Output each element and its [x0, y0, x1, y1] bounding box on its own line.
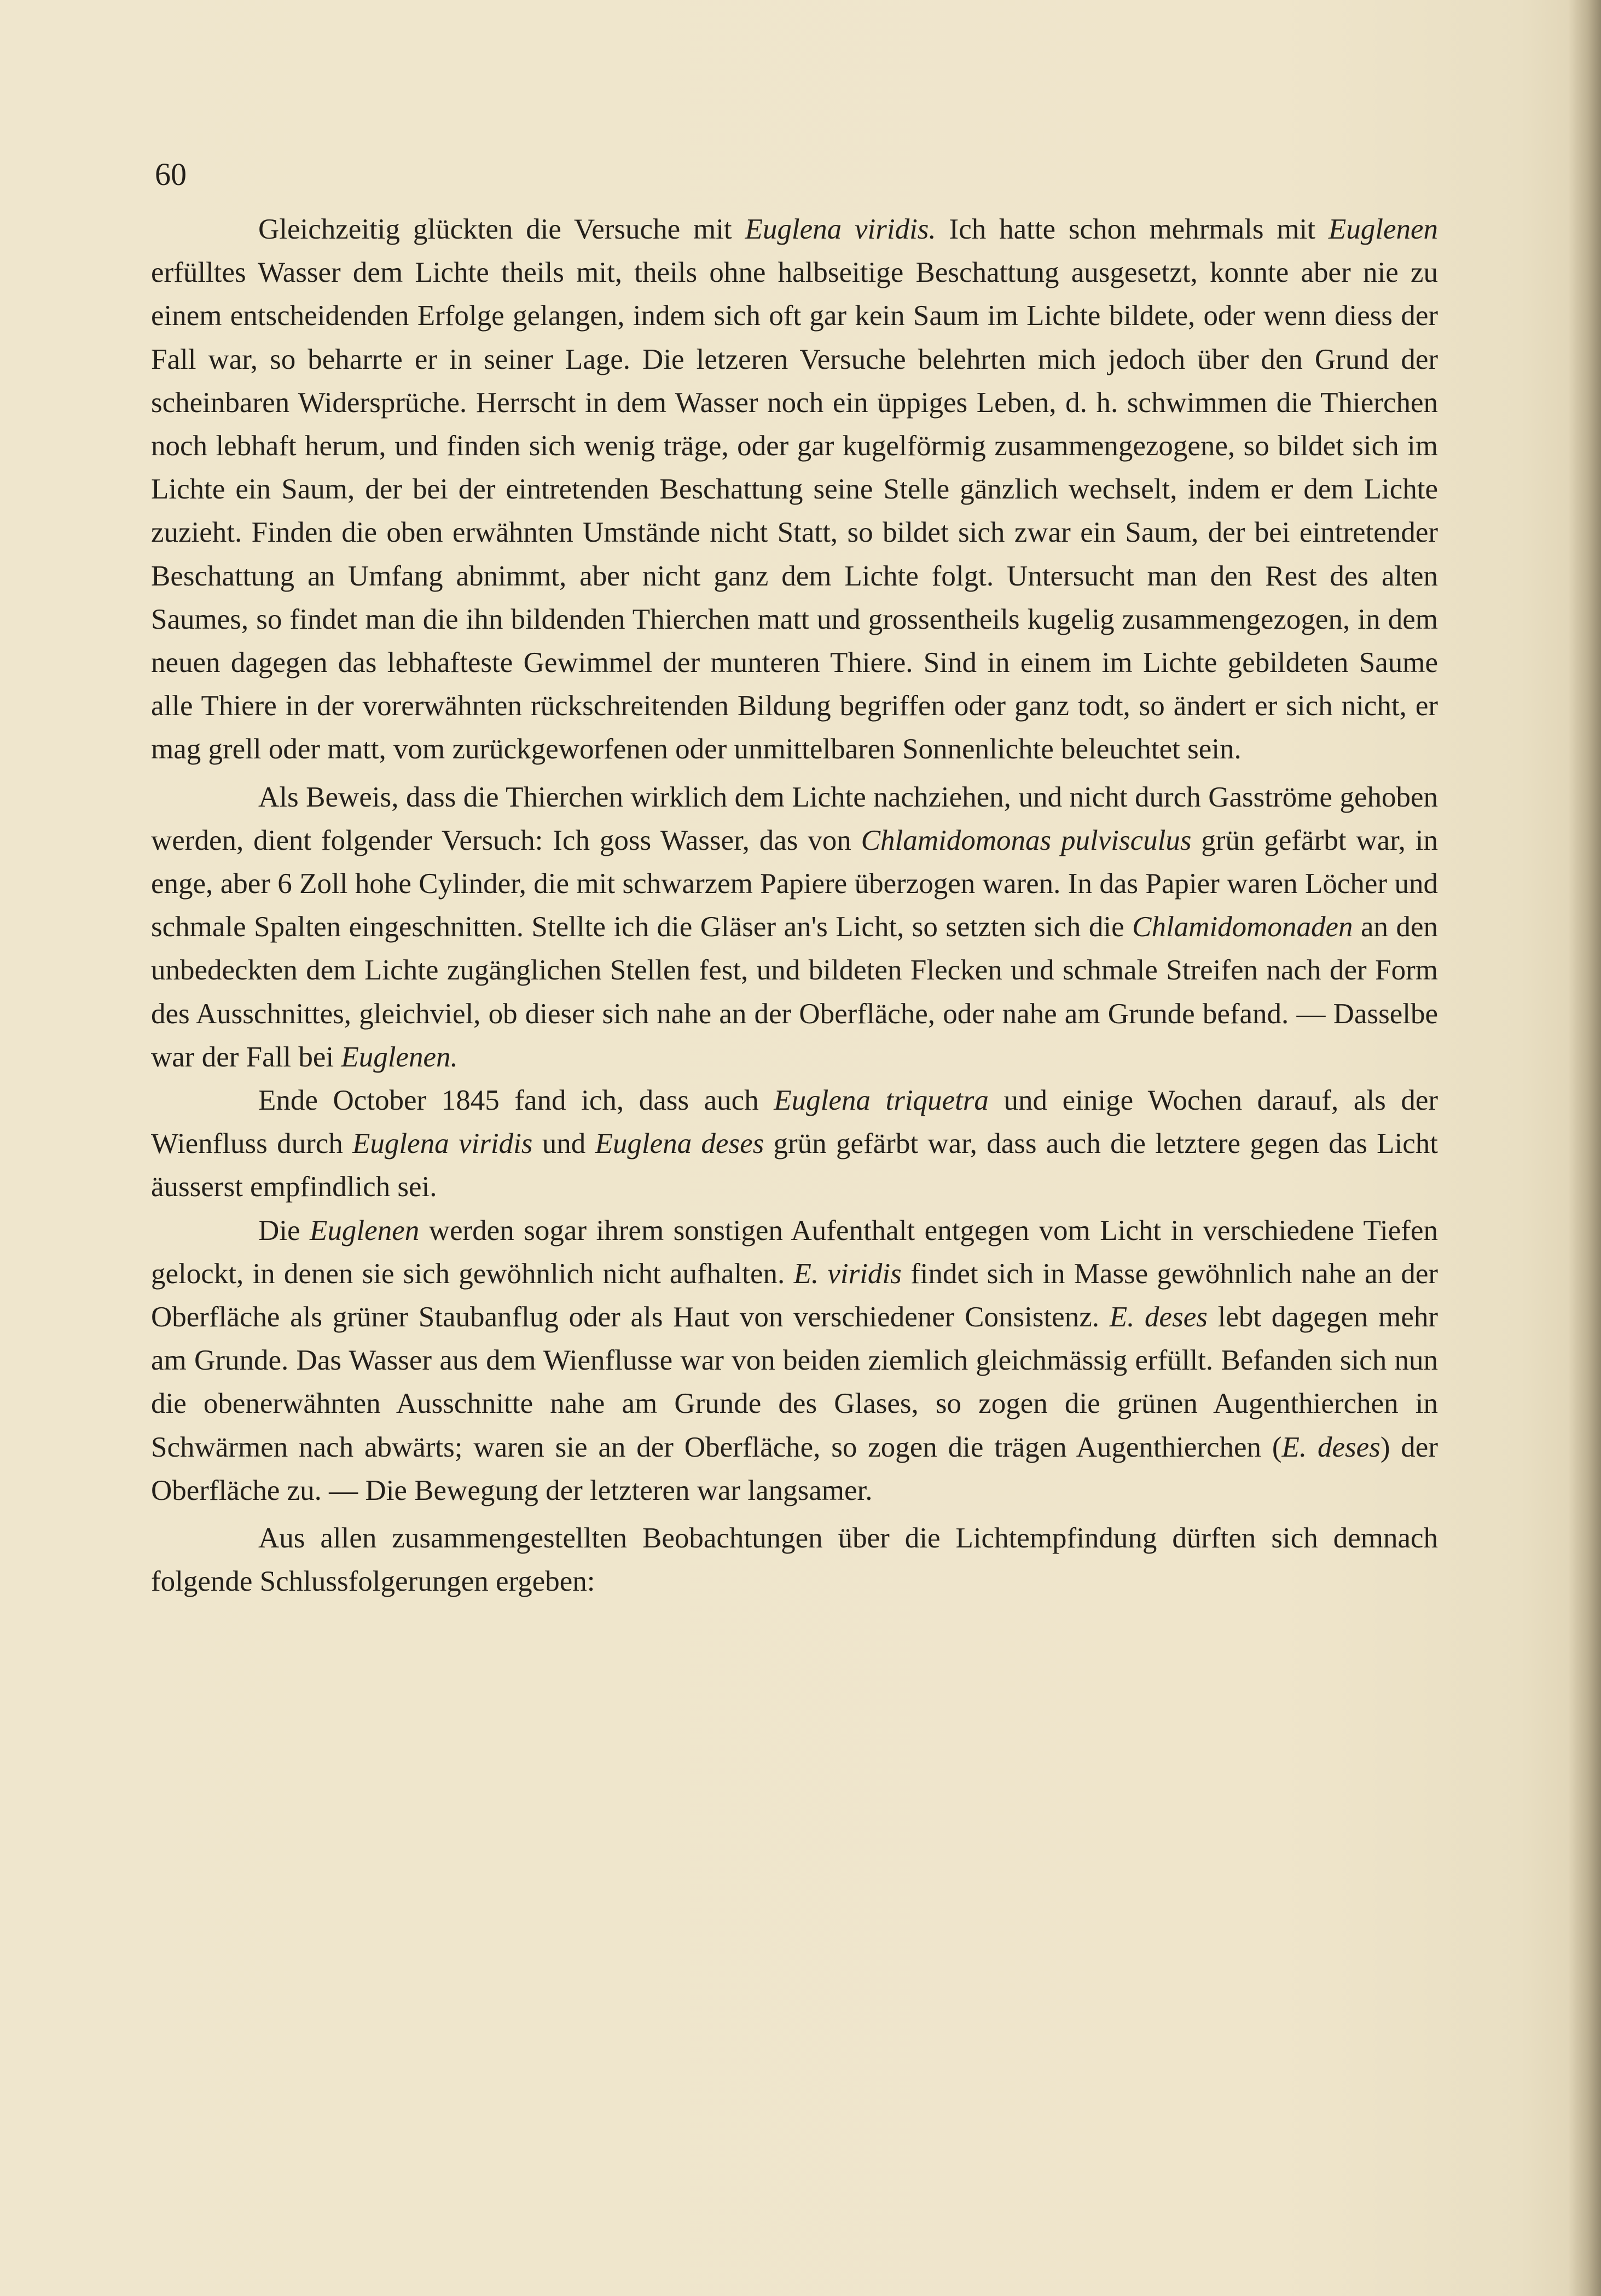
italic-term: E. deses [1281, 1431, 1380, 1463]
text-run: Gleichzeitig glückten die Versuche mit [258, 213, 745, 245]
italic-term: Chlamidomonaden [1132, 911, 1353, 943]
text-run: und einige Wochen darauf, als der Wienfluss durch [151, 1085, 1438, 1160]
text-run: Die [258, 1214, 310, 1246]
paragraph [151, 1209, 1438, 1512]
italic-term: Euglenen. [341, 1041, 458, 1073]
text-run: ) der Oberfläche zu. — Die Bewegung der letzteren war langsamer. [151, 1431, 1438, 1506]
text-run: Ich hatte schon mehrmals mit [936, 213, 1329, 245]
italic-term: Euglenen [310, 1214, 420, 1246]
italic-term: Euglena viridis. [745, 213, 936, 245]
paragraph [151, 1517, 1438, 1603]
italic-term: E. deses [1109, 1301, 1208, 1333]
text-run: und [532, 1128, 595, 1160]
text-run: erfülltes Wasser dem Lichte theils mit, theils ohne halbseitige Beschattung ausgesetzt, konnte aber nie zu einem entscheidenden Erfolge gelangen, indem sich oft gar kein Saum im Lichte bildete, oder wenn diess der Fall war, so beharrte er in seiner Lage. Die letzeren Versuche belehrten mich jedoch über den Grund der scheinbaren Widersprüche. Herrscht in dem Wasser noch ein üppiges Leben, d. h. schwimmen die Thierchen noch lebhaft herum, und finden sich wenig träge, oder gar kugelförmig zusammengezogene, so bildet sich im Lichte ein Saum, der bei der eintretenden Beschattung seine Stelle gänzlich wechselt, indem er dem Lichte zuzieht. Finden die oben erwähnten Umstände nicht Statt, so bildet sich zwar ein Saum, der bei eintretender Beschattung an Umfang abnimmt, aber nicht ganz dem Lichte folgt. Untersucht man den Rest des alten Saumes, so findet man die ihn bildenden Thierchen matt und grossentheils kugelig zusammengezogen, in dem neuen dagegen das lebhafteste Gewimmel der munteren Thiere. Sind in einem im Lichte gebildeten Saume alle Thiere in der vorerwähnten rückschreitenden Bildung begriffen oder ganz todt, so ändert er sich nicht, er mag grell oder matt, vom zurückgeworfenen oder unmittelbaren Sonnenlichte beleuchtet sein. [151, 257, 1438, 766]
paragraph [151, 208, 1438, 772]
text-run: Als Beweis, dass die Thierchen wirklich dem Lichte nachziehen, und nicht durch Gasströme gehoben werden, dient folgender Versuch: Ich goss Wasser, das von [151, 781, 1438, 856]
body-text [151, 208, 1438, 1604]
italic-term: Euglenen [1328, 213, 1438, 245]
text-run: grün gefärbt war, in enge, aber 6 Zoll hohe Cylinder, die mit schwarzem Papiere überzogen waren. In das Papier waren Löcher und schmale Spalten eingeschnitten. Stellte ich die Gläser an's Licht, so setzten sich die [151, 824, 1438, 943]
page-number: 60 [155, 156, 187, 192]
text-run: grün gefärbt war, dass auch die letztere gegen das Licht äusserst empfindlich sei. [151, 1128, 1438, 1203]
text-run: lebt dagegen mehr am Grunde. Das Wasser aus dem Wienflusse war von beiden ziemlich gleichmässig erfüllt. Befanden sich nun die obenerwähnten Ausschnitte nahe am Grunde des Glases, so zogen die grünen Augenthierchen in Schwärmen nach abwärts; waren sie an der Oberfläche, so zogen die trägen Augenthierchen ( [151, 1301, 1438, 1463]
text-run: an den unbedeckten dem Lichte zugänglichen Stellen fest, und bildeten Flecken und schmale Streifen nach der Form des Ausschnittes, gleichviel, ob dieser sich nahe an der Oberfläche, oder nahe am Grunde befand. — Dasselbe war der Fall bei [151, 911, 1438, 1073]
paragraph [151, 1079, 1438, 1209]
italic-term: Euglena triquetra [774, 1085, 989, 1117]
page-edge-shadow [1568, 0, 1601, 2296]
text-run: Aus allen zusammengestellten Beobachtungen über die Lichtempfindung dürften sich demnach folgende Schlussfolgerungen ergeben: [151, 1522, 1438, 1598]
text-run: Ende October 1845 fand ich, dass auch [258, 1085, 774, 1117]
text-run: werden sogar ihrem sonstigen Aufenthalt entgegen vom Licht in verschiedene Tiefen gelockt, in denen sie sich gewöhnlich nicht aufhalten. [151, 1214, 1438, 1290]
italic-term: Euglena viridis [352, 1128, 533, 1160]
italic-term: Chlamidomonas pulvisculus [861, 824, 1192, 856]
paragraph [151, 776, 1438, 1079]
text-run: findet sich in Masse gewöhnlich nahe an der Oberfläche als grüner Staubanflug oder als Haut von verschiedener Consistenz. [151, 1257, 1438, 1333]
italic-term: Euglena deses [595, 1128, 764, 1160]
italic-term: E. viridis [793, 1257, 902, 1290]
